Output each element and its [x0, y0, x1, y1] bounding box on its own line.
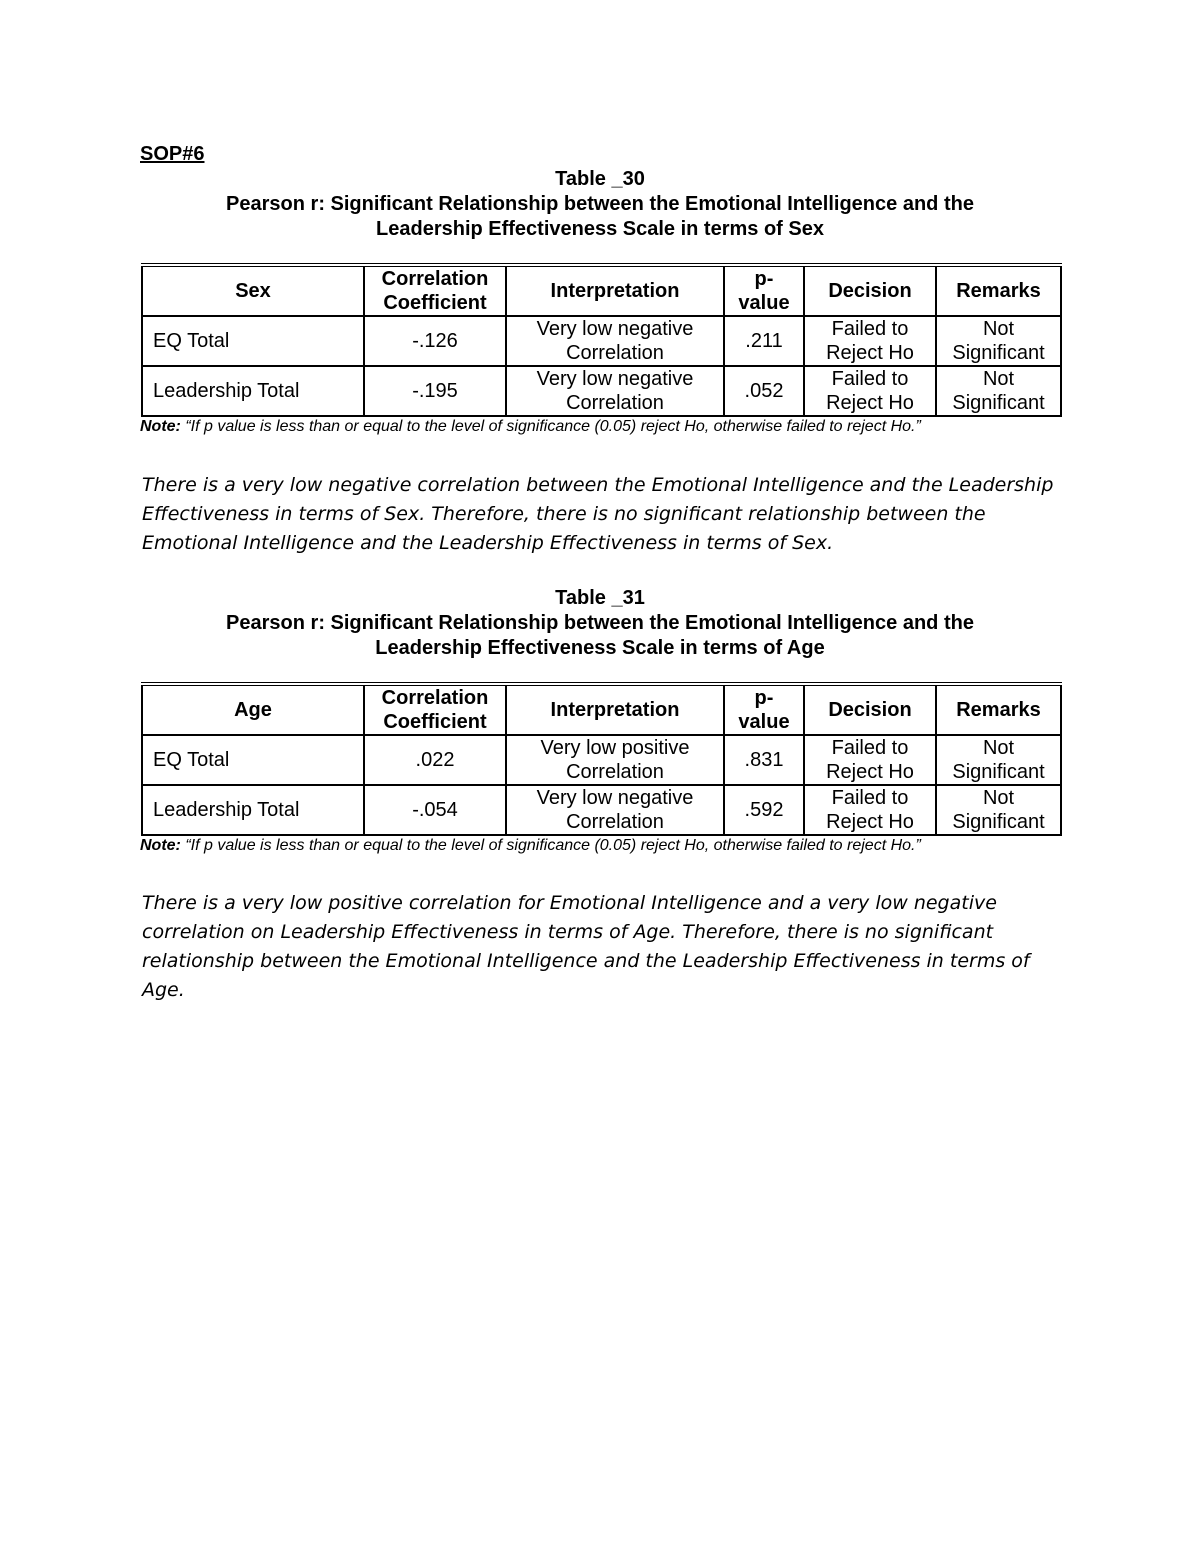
header-p-value — [724, 684, 804, 735]
table-row — [142, 785, 1061, 835]
decision-line1: Failed to — [831, 787, 909, 809]
table-number: Table _31 — [555, 587, 645, 609]
table-header-row — [142, 265, 1061, 316]
cell-remarks — [936, 735, 1061, 785]
interp-line2: Correlation — [566, 761, 664, 783]
header-coefficient-line1: Correlation — [381, 687, 489, 709]
header-p-value — [724, 265, 804, 316]
cell-p-value: .592 — [724, 785, 804, 835]
cell-p-value: .211 — [724, 316, 804, 366]
header-remarks: Remarks — [936, 265, 1061, 316]
interp-line2: Correlation — [566, 811, 664, 833]
interp-line1: Very low negative — [536, 787, 694, 809]
header-p-line2: value — [738, 711, 790, 733]
decision-line1: Failed to — [831, 318, 909, 340]
cell-remarks — [936, 316, 1061, 366]
interp-line2: Correlation — [566, 342, 664, 364]
header-coefficient-line1: Correlation — [381, 268, 489, 290]
cell-p-value: .052 — [724, 366, 804, 416]
row-label: Leadership Total — [142, 785, 364, 835]
table-title-line1: Pearson r: Significant Relationship between the Emotional Intelligence and the — [226, 193, 974, 215]
decision-line2: Reject Ho — [826, 811, 914, 833]
cell-interpretation — [506, 735, 724, 785]
cell-interpretation — [506, 366, 724, 416]
table-header-row — [142, 684, 1061, 735]
interp-line1: Very low positive — [540, 737, 690, 759]
remarks-line2: Significant — [952, 811, 1045, 833]
cell-coefficient: -.054 — [364, 785, 506, 835]
header-p-line1: p- — [754, 687, 774, 709]
table-caption — [140, 167, 1060, 242]
cell-remarks — [936, 785, 1061, 835]
header-coefficient-line2: Coefficient — [383, 292, 487, 314]
header-coefficient — [364, 265, 506, 316]
header-decision: Decision — [804, 684, 936, 735]
header-p-line2: value — [738, 292, 790, 314]
decision-line1: Failed to — [831, 737, 909, 759]
header-group: Sex — [142, 265, 364, 316]
remarks-line1: Not — [982, 787, 1015, 809]
remarks-line1: Not — [982, 737, 1015, 759]
header-p-line1: p- — [754, 268, 774, 290]
decision-line2: Reject Ho — [826, 342, 914, 364]
remarks-line1: Not — [982, 318, 1015, 340]
remarks-line1: Not — [982, 368, 1015, 390]
remarks-line2: Significant — [952, 392, 1045, 414]
cell-p-value: .831 — [724, 735, 804, 785]
cell-interpretation — [506, 316, 724, 366]
table-title-line1: Pearson r: Significant Relationship between the Emotional Intelligence and the — [226, 612, 974, 634]
cell-remarks — [936, 366, 1061, 416]
interpretation-paragraph: There is a very low positive correlation for Emotional Intelligence and a very low negative correlation on Leadership Effectiveness in terms of Age. Therefore, there is no significant relationship between the Emotional Intelligence and the Leadership Effectiveness in terms of Age. — [142, 892, 1030, 1001]
table-title-line2: Leadership Effectiveness Scale in terms of Sex — [376, 218, 824, 240]
remarks-line2: Significant — [952, 342, 1045, 364]
interpretation-paragraph: There is a very low negative correlation between the Emotional Intelligence and the Leadership Effectiveness in terms of Sex. Therefore, there is no significant relationship between the Emotional Intelligence and the Leadership Effectiveness in terms of Sex. — [142, 474, 1054, 554]
header-group: Age — [142, 684, 364, 735]
row-label: Leadership Total — [142, 366, 364, 416]
decision-line2: Reject Ho — [826, 392, 914, 414]
table-block-31 — [140, 586, 1060, 856]
note-text: “If p value is less than or equal to the level of significance (0.05) reject Ho, otherwise failed to reject Ho.” — [180, 418, 921, 435]
cell-interpretation — [506, 785, 724, 835]
note-text: “If p value is less than or equal to the level of significance (0.05) reject Ho, otherwise failed to reject Ho.” — [180, 837, 921, 854]
cell-decision — [804, 366, 936, 416]
table-title-line2: Leadership Effectiveness Scale in terms of Age — [375, 637, 825, 659]
decision-line1: Failed to — [831, 368, 909, 390]
table-row — [142, 735, 1061, 785]
table-note — [140, 417, 1060, 437]
row-label: EQ Total — [142, 735, 364, 785]
correlation-table — [141, 263, 1062, 417]
cell-coefficient: -.126 — [364, 316, 506, 366]
header-coefficient — [364, 684, 506, 735]
table-caption — [140, 586, 1060, 661]
table-block-30 — [140, 167, 1060, 437]
header-remarks: Remarks — [936, 684, 1061, 735]
table-row — [142, 366, 1061, 416]
correlation-table — [141, 682, 1062, 836]
note-label: Note: — [140, 837, 181, 854]
cell-decision — [804, 316, 936, 366]
interp-line2: Correlation — [566, 392, 664, 414]
cell-decision — [804, 785, 936, 835]
cell-coefficient: .022 — [364, 735, 506, 785]
header-decision: Decision — [804, 265, 936, 316]
header-interpretation: Interpretation — [506, 265, 724, 316]
interp-line1: Very low negative — [536, 318, 694, 340]
remarks-line2: Significant — [952, 761, 1045, 783]
section-heading: SOP#6 — [140, 143, 205, 165]
cell-decision — [804, 735, 936, 785]
cell-coefficient: -.195 — [364, 366, 506, 416]
row-label: EQ Total — [142, 316, 364, 366]
interp-line1: Very low negative — [536, 368, 694, 390]
table-note — [140, 836, 1060, 856]
header-interpretation: Interpretation — [506, 684, 724, 735]
header-coefficient-line2: Coefficient — [383, 711, 487, 733]
note-label: Note: — [140, 418, 181, 435]
decision-line2: Reject Ho — [826, 761, 914, 783]
table-number: Table _30 — [555, 168, 645, 190]
table-row — [142, 316, 1061, 366]
